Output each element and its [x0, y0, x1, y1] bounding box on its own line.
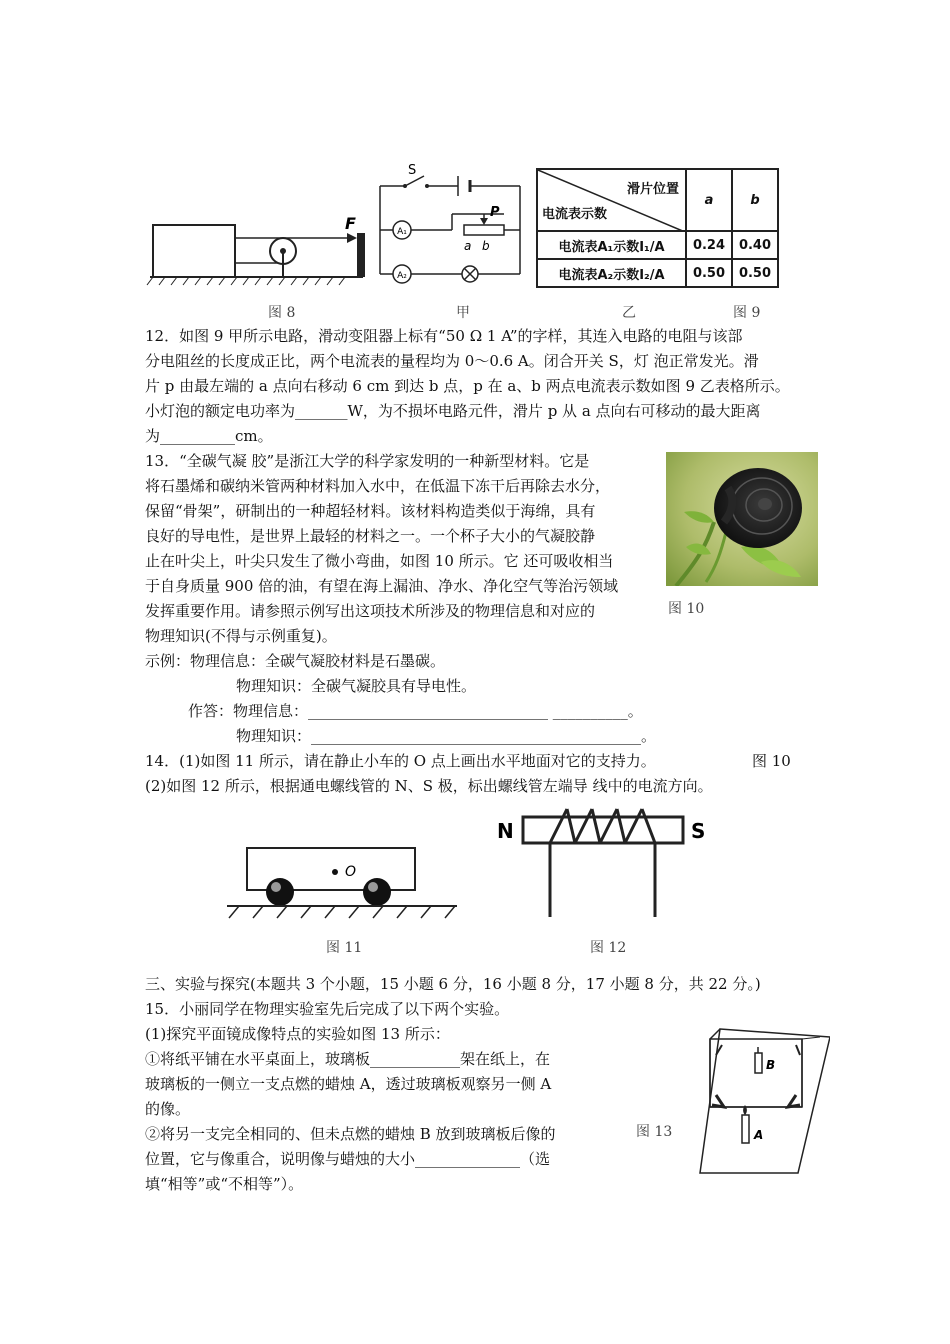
figure-11-cart[interactable]: [225, 840, 465, 925]
q15-line-8: 填“相等”或“不相等”）。: [145, 1175, 304, 1193]
header-position: 滑片位置: [626, 182, 679, 197]
q13-line-6: 于自身质量 900 倍的油，有望在海上漏油、净水、净化空气等治污领域: [145, 577, 619, 595]
table-corner-header: [537, 169, 686, 231]
south-pole-label: S: [691, 819, 706, 843]
ammeter-1-label: A₁: [397, 227, 407, 237]
q13-example-line-2: 物理知识：全碳气凝胶具有导电性。: [236, 677, 477, 695]
q12-line-1: 12．如图 9 甲所示电路，滑动变阻器上标有“50 Ω 1 A”的字样，其连入电路的电阻与该部: [145, 327, 743, 345]
ammeter-2-label: A₂: [397, 271, 407, 281]
column-a-header: a: [686, 169, 732, 231]
cell-a: 0.50: [686, 259, 732, 287]
q15-line-3[interactable]: ①将纸平铺在水平桌面上，玻璃板____________架在纸上，在: [145, 1050, 551, 1068]
q12-line-2: 分电阻丝的长度成正比，两个电流表的量程均为 0～0.6 A。闭合开关 S，灯 泡正常发光。滑: [145, 352, 759, 370]
figure-12-solenoid[interactable]: [495, 805, 720, 925]
point-o-marker[interactable]: [332, 869, 338, 875]
q13-line-2: 将石墨烯和碳纳米管两种材料加入水中，在低温下冻干后再除去水分，: [145, 477, 611, 495]
q12-line-5: 为__________cm。: [145, 427, 273, 445]
q13-example-line-1: 示例：物理信息：全碳气凝胶材料是石墨碳。: [145, 652, 446, 670]
point-o-label: O: [345, 864, 357, 880]
header-reading: 电流表示数: [542, 207, 608, 222]
q15-line-6: ②将另一支完全相同的、但未点燃的蜡烛 B 放到玻璃板后像的: [145, 1125, 556, 1143]
candle-b-label: B: [766, 1058, 776, 1072]
figure-8-diagram: [145, 205, 375, 290]
q15-line-7[interactable]: 位置，它与像重合，说明像与蜡烛的大小______________（选: [145, 1150, 551, 1168]
cell-a: 0.24: [686, 231, 732, 259]
figure-9-circuit: [372, 162, 532, 290]
row-label: 电流表A₂示数I₂/A: [537, 259, 686, 287]
table-row: [537, 259, 778, 287]
q15-line-1: 15．小丽同学在物理实验室先后完成了以下两个实验。: [145, 1000, 510, 1018]
slider-p-label: P: [490, 205, 500, 220]
figure-9-yi-caption: 乙: [622, 305, 636, 321]
figure-10-caption: 图 10: [668, 601, 705, 617]
q13-line-7: 发挥重要作用。请参照示例写出这项技术所涉及的物理信息和对应的: [145, 602, 596, 620]
candle-a-label: A: [754, 1128, 764, 1142]
figure-10-aerogel-photo: [666, 452, 818, 586]
q12-line-4: 小灯泡的额定电功率为_______W，为不损坏电路元件，滑片 p 从 a 点向右可移动的最大距离: [145, 402, 761, 420]
q13-line-5: 止在叶尖上，叶尖只发生了微小弯曲，如图 10 所示。它 还可吸收相当: [145, 552, 614, 570]
figure-8-caption: 图 8: [268, 305, 296, 321]
q13-answer-info-blank[interactable]: 作答：物理信息：________________________________ __________。: [188, 702, 643, 720]
q14-line-1: 14．(1)如图 11 所示，请在静止小车的 O 点上画出水平地面对它的支持力。: [145, 752, 656, 770]
q14-line-1-figure-ref: 图 10: [752, 752, 791, 770]
table-row: [537, 231, 778, 259]
cell-b: 0.40: [732, 231, 778, 259]
point-b-label: b: [482, 239, 490, 253]
column-b-header: b: [732, 169, 778, 231]
row-label: 电流表A₁示数I₁/A: [537, 231, 686, 259]
q13-line-1: 13．“全碳气凝 胶”是浙江大学的科学家发明的一种新型材料。它是: [145, 452, 590, 470]
q13-line-8: 物理知识(不得与示例重复)。: [145, 627, 337, 645]
force-label: F: [345, 214, 356, 233]
figure-13-mirror-experiment: [698, 1025, 830, 1175]
point-a-label: a: [464, 239, 472, 253]
figure-13-caption: 图 13: [636, 1124, 673, 1140]
q15-line-5: 的像。: [145, 1100, 191, 1118]
figure-9-jia-caption: 甲: [456, 305, 470, 321]
cell-b: 0.50: [732, 259, 778, 287]
north-pole-label: N: [497, 819, 514, 843]
figure-9-caption: 图 9: [733, 305, 761, 321]
q15-line-4: 玻璃板的一侧立一支点燃的蜡烛 A，透过玻璃板观察另一侧 A: [145, 1075, 552, 1093]
q13-answer-knowledge-blank[interactable]: 物理知识：____________________________________________。: [236, 727, 657, 745]
q14-line-2: (2)如图 12 所示，根据通电螺线管的 N、S 极，标出螺线管左端导 线中的电流方向。: [145, 777, 713, 795]
figure-9-table: [536, 168, 779, 288]
q13-line-3: 保留“骨架”，研制出的一种超轻材料。该材料构造类似于海绵，具有: [145, 502, 596, 520]
figure-11-caption: 图 11: [326, 940, 363, 956]
q13-line-4: 良好的导电性，是世界上最轻的材料之一。一个杯子大小的气凝胶静: [145, 527, 596, 545]
q15-line-2: (1)探究平面镜成像特点的实验如图 13 所示：: [145, 1025, 450, 1043]
q12-line-3: 片 p 由最左端的 a 点向右移动 6 cm 到达 b 点，p 在 a、b 两点电流表示数如图 9 乙表格所示。: [145, 377, 790, 395]
section-3-title: 三、实验与探究(本题共 3 个小题，15 小题 6 分，16 小题 8 分，17 小题 8 分，共 22 分。): [145, 975, 761, 993]
switch-label: S: [408, 163, 417, 178]
figure-12-caption: 图 12: [590, 940, 627, 956]
